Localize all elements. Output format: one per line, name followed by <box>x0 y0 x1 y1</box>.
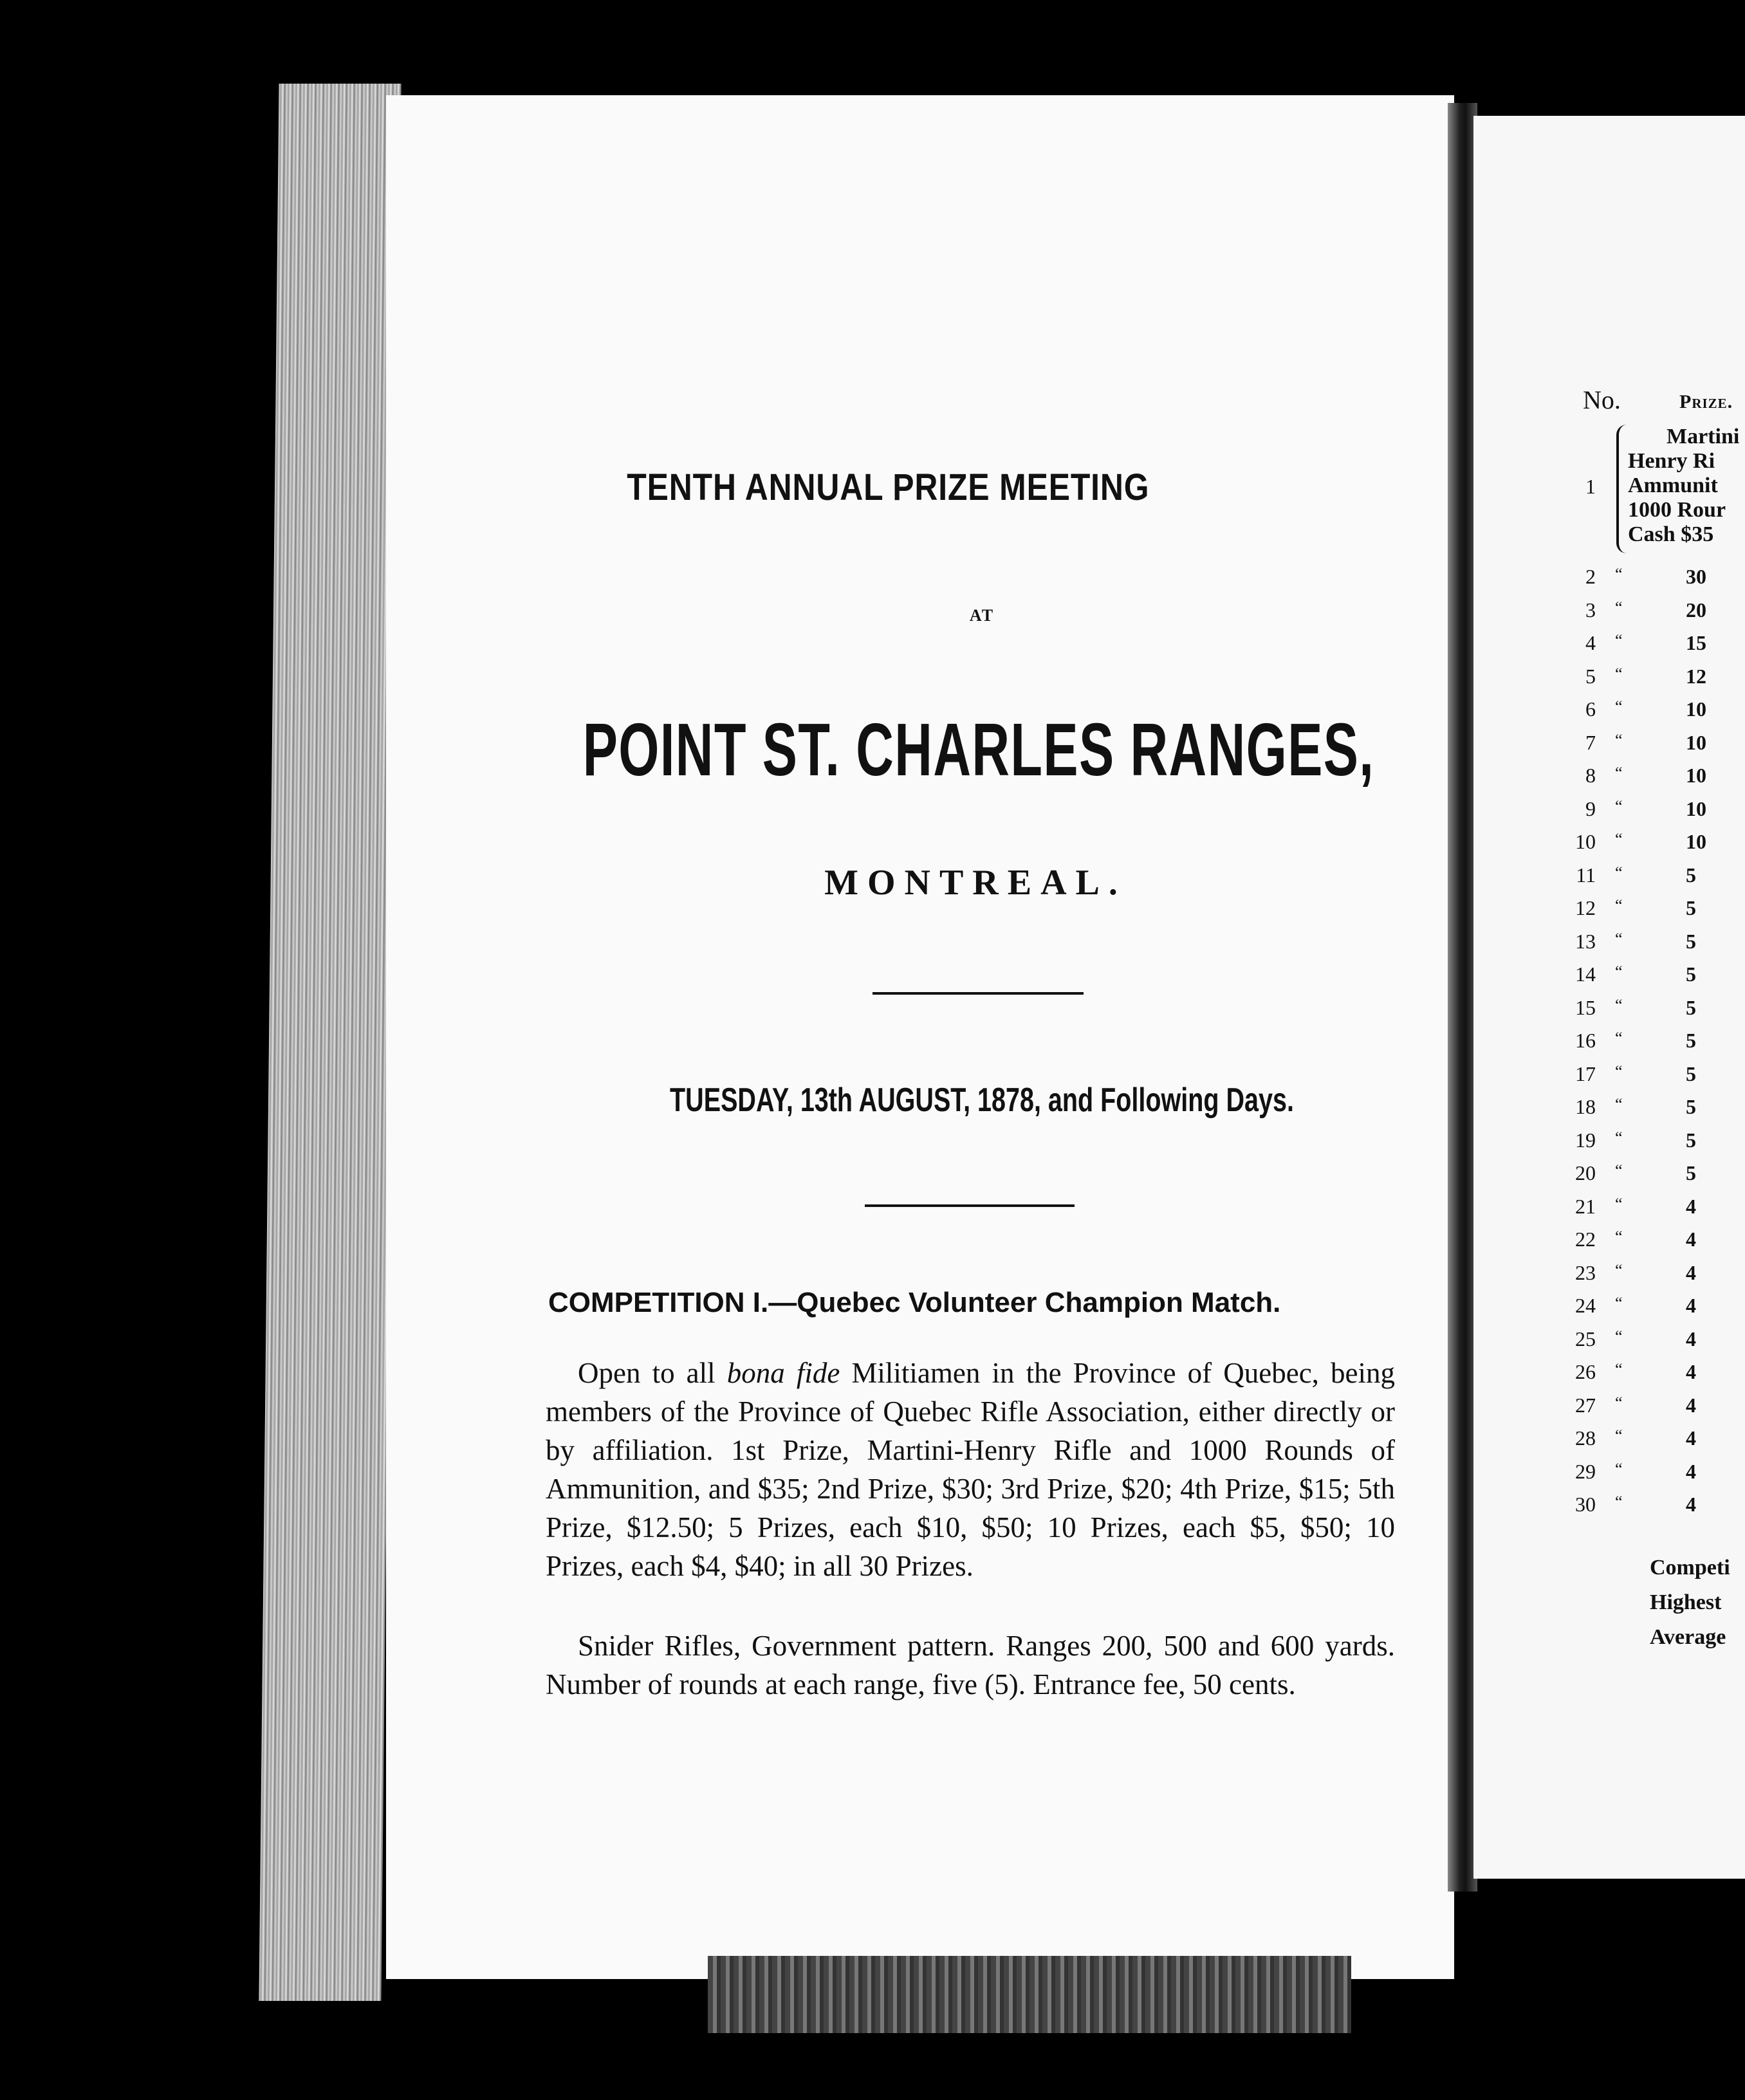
ditto-mark: “ <box>1615 1161 1623 1180</box>
ditto-mark: “ <box>1615 631 1623 650</box>
prize-row-value: 4 <box>1686 1228 1696 1251</box>
prize-row-value: 4 <box>1686 1294 1696 1317</box>
prize-row-number: 24 <box>1575 1294 1596 1317</box>
prize-row-value: 4 <box>1686 1327 1696 1350</box>
prize-row-value: 4 <box>1686 1360 1696 1383</box>
date-line: TUESDAY, 13th AUGUST, 1878, and Following Days. <box>670 1082 1294 1119</box>
ditto-mark: “ <box>1615 1327 1623 1346</box>
footer-line: Competi <box>1650 1556 1730 1580</box>
footer-line: Highest <box>1650 1590 1722 1614</box>
prize-row-number: 10 <box>1575 830 1596 853</box>
prize-row-number: 14 <box>1575 963 1596 986</box>
prize-row-number: 12 <box>1575 896 1596 919</box>
page-edges <box>259 84 401 2001</box>
footer-line: Average <box>1650 1625 1726 1649</box>
prize-row-value: 5 <box>1686 863 1696 887</box>
prize-row-number: 8 <box>1585 764 1596 787</box>
book-spine-bottom <box>708 1956 1351 2033</box>
ditto-mark: “ <box>1615 764 1623 782</box>
ditto-mark: “ <box>1615 896 1623 915</box>
prize-row-value: 4 <box>1686 1260 1696 1284</box>
heading-city: MONTREAL. <box>824 863 1127 903</box>
prize-row-value: 20 <box>1686 598 1706 622</box>
heading-at: AT <box>969 606 995 625</box>
prize-row-value: 10 <box>1686 797 1706 820</box>
prize-row-number: 21 <box>1575 1194 1596 1218</box>
prize-row-number: 4 <box>1585 631 1596 654</box>
prize-row-number: 23 <box>1575 1260 1596 1284</box>
ditto-mark: “ <box>1615 1194 1623 1213</box>
ditto-mark: “ <box>1615 1095 1623 1114</box>
prize-row-number: 11 <box>1576 863 1596 887</box>
ditto-mark: “ <box>1615 1062 1623 1081</box>
prize-1-line: Henry Ri <box>1628 449 1715 473</box>
prize-row-value: 4 <box>1686 1194 1696 1218</box>
prize-1-line: Martini <box>1667 425 1740 448</box>
prize-row-value: 15 <box>1686 631 1706 654</box>
ditto-mark: “ <box>1615 797 1623 816</box>
ditto-mark: “ <box>1615 1128 1623 1147</box>
ditto-mark: “ <box>1615 1029 1623 1047</box>
prize-1-line: Cash $35 <box>1628 522 1714 546</box>
ditto-mark: “ <box>1615 565 1623 584</box>
paragraph-1-pre: Open to all <box>578 1357 727 1389</box>
ditto-mark: “ <box>1615 1228 1623 1246</box>
ditto-mark: “ <box>1615 1459 1623 1478</box>
prize-row-number: 19 <box>1575 1128 1596 1152</box>
prize-row-number: 27 <box>1575 1393 1596 1417</box>
ditto-mark: “ <box>1615 1294 1623 1312</box>
competition-rules: Snider Rifles, Government pattern. Ranges 200, 500 and 600 yards. Number of rounds at each range, five (5). Entrance fee, 50 cents. <box>546 1630 1395 1700</box>
competition-description <box>546 1354 1395 1585</box>
prize-1-description <box>1628 425 1739 547</box>
prize-row-number: 16 <box>1575 1029 1596 1052</box>
ditto-mark: “ <box>1615 1260 1623 1280</box>
prize-row-value: 4 <box>1686 1459 1696 1483</box>
prize-row-value: 4 <box>1686 1493 1696 1516</box>
ditto-mark: “ <box>1615 963 1623 981</box>
ditto-mark: “ <box>1615 929 1623 948</box>
paragraph-1-italic: bona fide <box>726 1357 840 1389</box>
ditto-mark: “ <box>1615 1493 1623 1511</box>
heading-prize-meeting: TENTH ANNUAL PRIZE MEETING <box>627 466 1150 508</box>
prize-row-value: 5 <box>1686 1128 1696 1152</box>
prize-row-number: 30 <box>1575 1493 1596 1516</box>
prize-row-value: 12 <box>1686 664 1706 688</box>
ditto-mark: “ <box>1615 664 1623 683</box>
prize-1-brace <box>1616 425 1628 553</box>
prize-row-number: 20 <box>1575 1161 1596 1184</box>
prize-row-value: 5 <box>1686 929 1696 953</box>
prize-row-value: 5 <box>1686 1062 1696 1085</box>
prize-row-number: 15 <box>1575 995 1596 1019</box>
prize-row-number: 28 <box>1575 1426 1596 1450</box>
prize-row-value: 5 <box>1686 1161 1696 1184</box>
prize-row-value: 10 <box>1686 697 1706 721</box>
prize-row-value: 4 <box>1686 1393 1696 1417</box>
prize-row-number: 6 <box>1585 697 1596 721</box>
prize-row-number: 5 <box>1585 664 1596 688</box>
prize-row-number: 26 <box>1575 1360 1596 1383</box>
prize-row-value: 5 <box>1686 1095 1696 1118</box>
prize-row-number: 25 <box>1575 1327 1596 1350</box>
prize-row-number: 13 <box>1575 929 1596 953</box>
ditto-mark: “ <box>1615 598 1623 617</box>
competition-title: COMPETITION I.—Quebec Volunteer Champion Match. <box>548 1287 1281 1318</box>
ditto-mark: “ <box>1615 730 1623 750</box>
prize-row-number: 2 <box>1585 565 1596 588</box>
heading-ranges: POINT ST. CHARLES RANGES, <box>582 708 1375 791</box>
ditto-mark: “ <box>1615 863 1623 882</box>
prize-1-line: Ammunit <box>1628 474 1718 497</box>
prize-row-value: 10 <box>1686 730 1706 754</box>
prize-row-number: 18 <box>1575 1095 1596 1118</box>
column-header-no: No. <box>1583 385 1621 414</box>
ditto-mark: “ <box>1615 1360 1623 1379</box>
divider-bottom <box>865 1204 1075 1207</box>
prize-1-line: 1000 Rour <box>1628 498 1726 522</box>
column-header-prize: Prize. <box>1679 391 1733 412</box>
ditto-mark: “ <box>1615 1426 1623 1445</box>
ditto-mark: “ <box>1615 830 1623 849</box>
prize-row-number: 7 <box>1585 730 1596 754</box>
prize-row-value: 4 <box>1686 1426 1696 1450</box>
prize-row-number: 9 <box>1585 797 1596 820</box>
prize-row-number: 3 <box>1585 598 1596 622</box>
ditto-mark: “ <box>1615 1393 1623 1412</box>
prize-row-number: 1 <box>1585 475 1596 498</box>
prize-row-value: 5 <box>1686 1029 1696 1052</box>
divider-top <box>872 992 1084 995</box>
prize-row-value: 5 <box>1686 963 1696 986</box>
prize-row-value: 10 <box>1686 764 1706 787</box>
prize-row-value: 10 <box>1686 830 1706 853</box>
prize-row-number: 22 <box>1575 1228 1596 1251</box>
ditto-mark: “ <box>1615 697 1623 716</box>
ditto-mark: “ <box>1615 995 1623 1015</box>
prize-row-value: 5 <box>1686 995 1696 1019</box>
paragraph-1-post: Militiamen in the Province of Quebec, being members of the Province of Quebec Rifle Association, either directly or by affiliation. 1st Prize, Martini-Henry Rifle and 1000 Rounds of Ammunition, and $35; 2nd Prize, $30; 3rd Prize, $20; 4th Prize, $15; 5th Prize, $12.50; 5 Prizes, each $10, $50; 10 Prizes, each $5, $50; 10 Prizes, each $4, $40; in all 30 Prizes. <box>546 1357 1395 1582</box>
prize-row-number: 17 <box>1575 1062 1596 1085</box>
prize-row-number: 29 <box>1575 1459 1596 1483</box>
prize-row-value: 5 <box>1686 896 1696 919</box>
prize-row-value: 30 <box>1686 565 1706 588</box>
